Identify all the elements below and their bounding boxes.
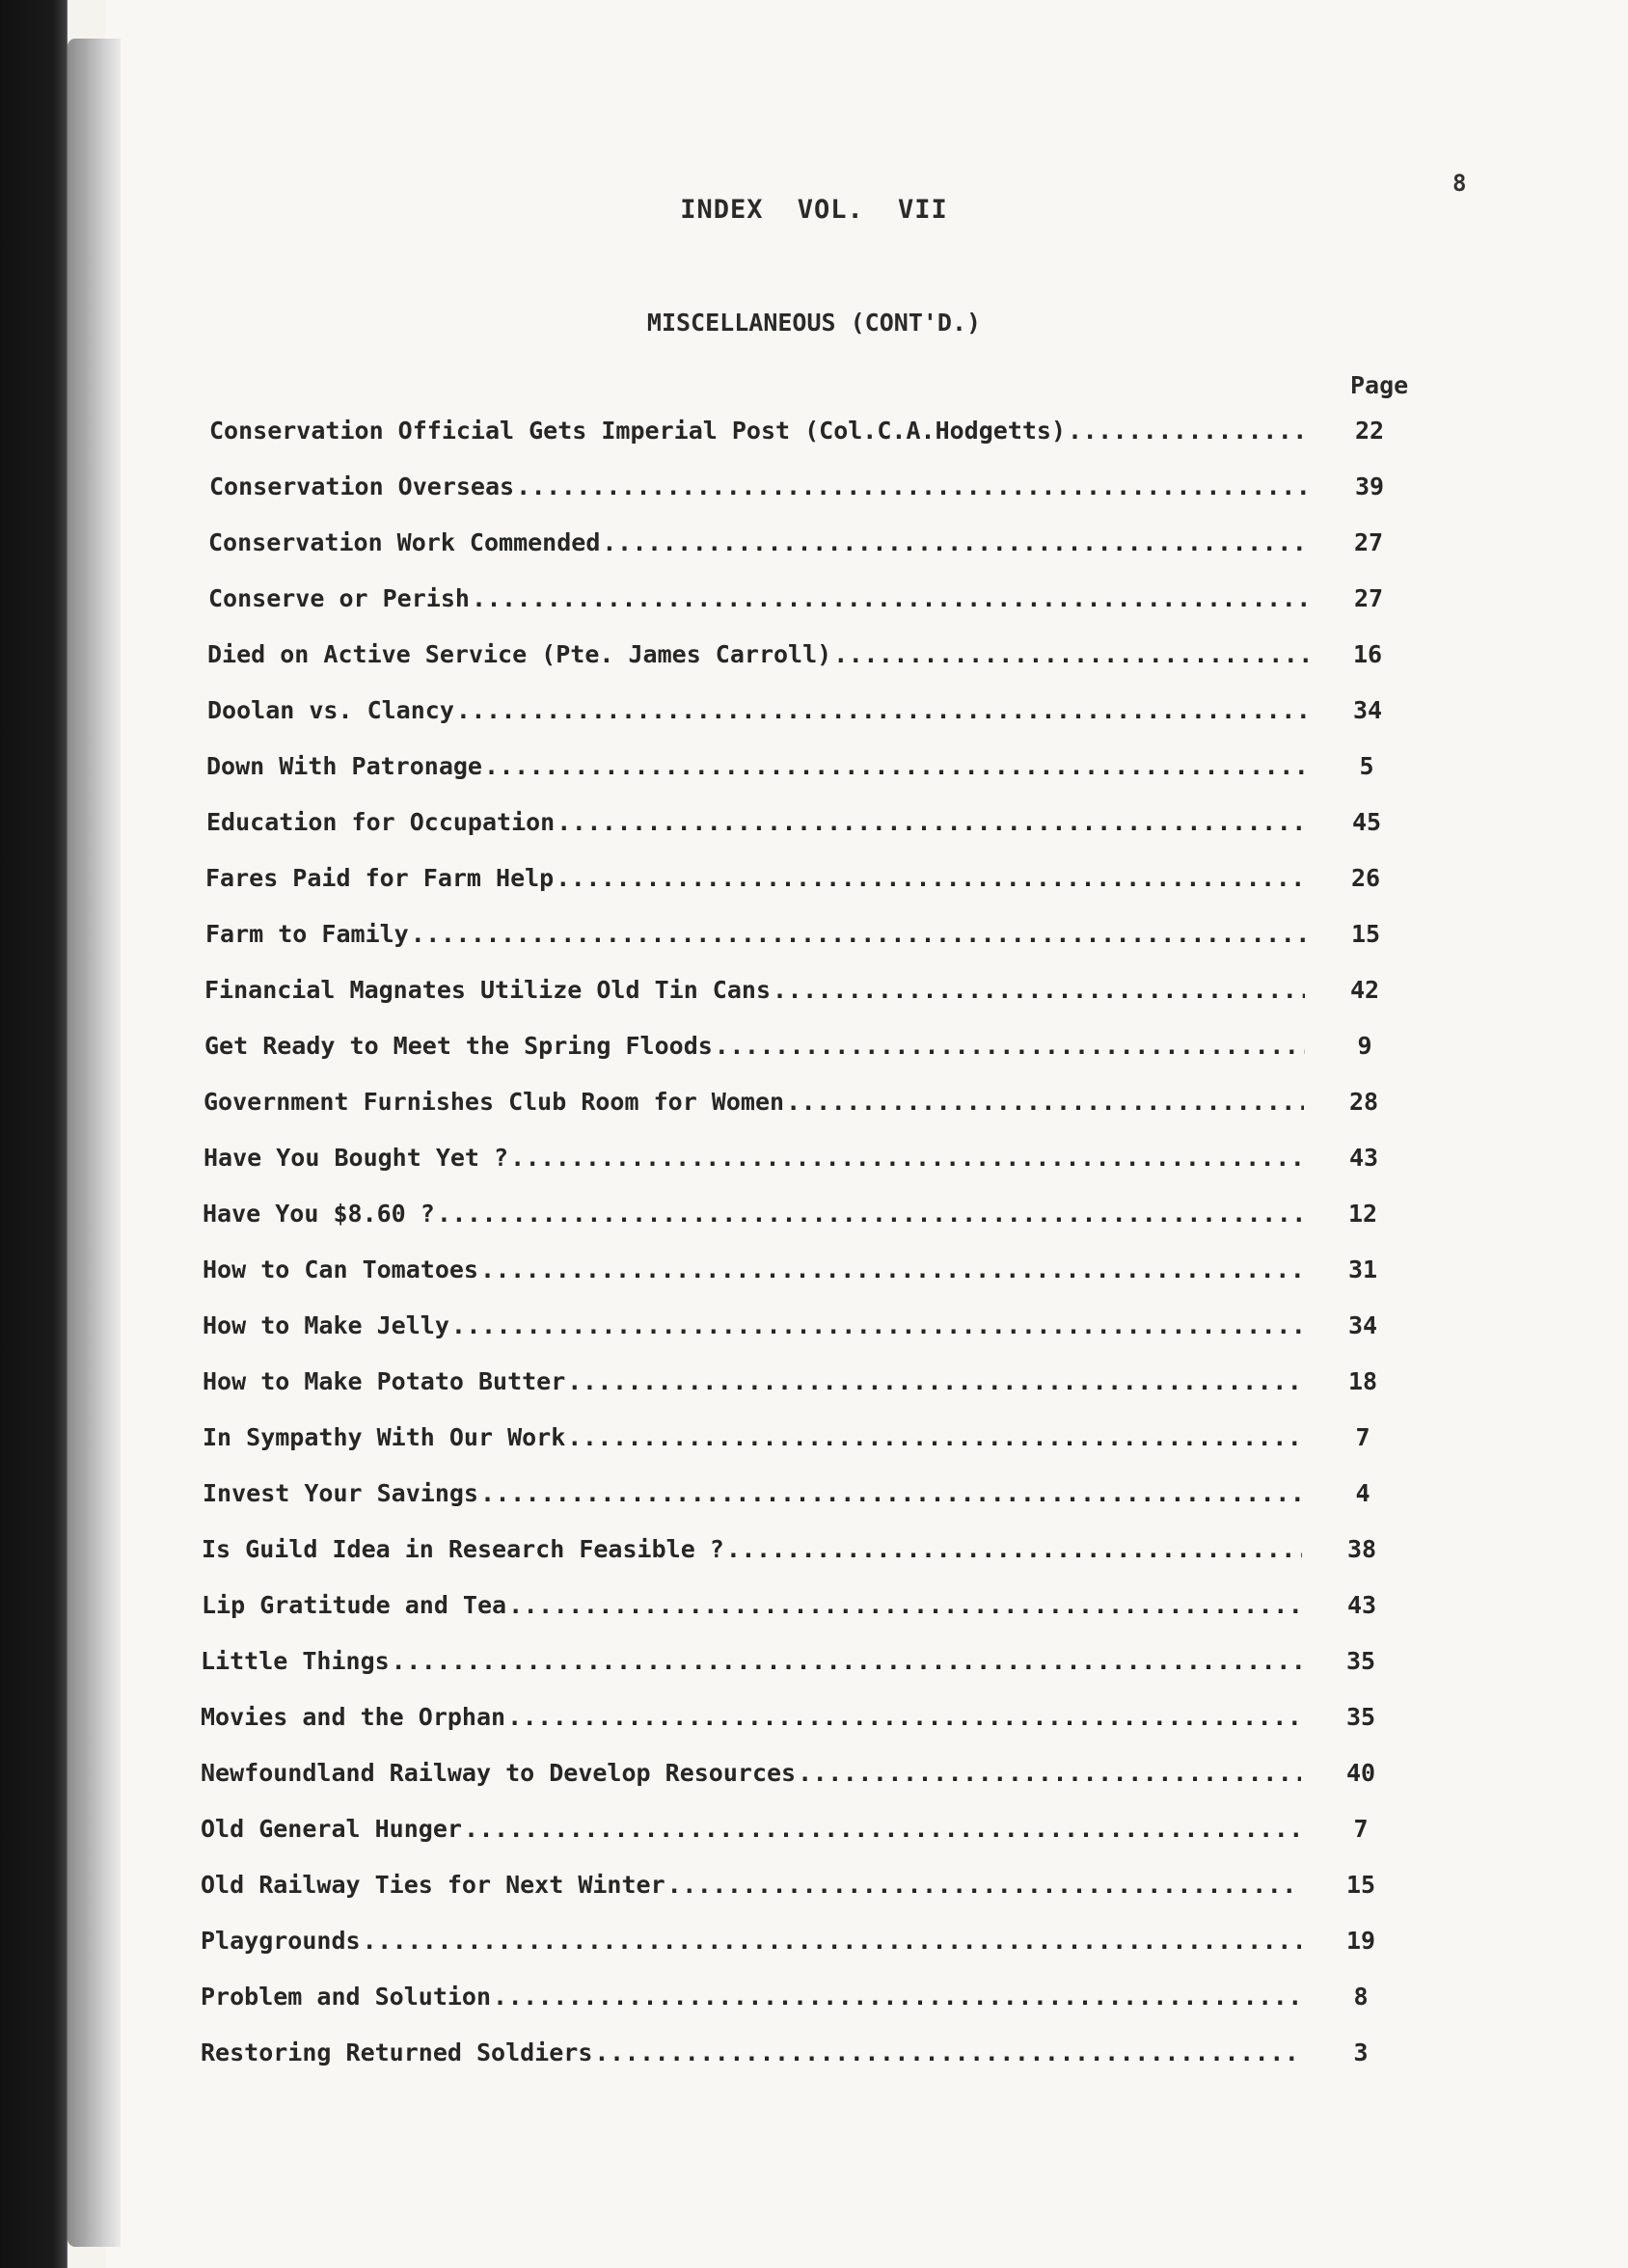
- index-entry: [203, 1367, 1378, 1406]
- index-entry: [201, 1647, 1376, 1686]
- index-entry: [208, 584, 1384, 623]
- index-entry: [209, 417, 1385, 455]
- entry-title: Get Ready to Meet the Spring Floods: [204, 1032, 713, 1060]
- index-entry: [201, 2038, 1369, 2077]
- index-entry: [206, 808, 1382, 847]
- entry-page: 19: [1345, 1927, 1376, 1955]
- index-entry: [207, 696, 1383, 735]
- entry-page: 43: [1346, 1591, 1377, 1619]
- entry-title: Down With Patronage: [206, 752, 482, 780]
- entry-title: Government Furnishes Club Room for Women: [204, 1088, 785, 1116]
- entry-title: Financial Magnates Utilize Old Tin Cans: [204, 976, 771, 1004]
- index-entry: [204, 976, 1380, 1014]
- index-entry: [203, 1479, 1370, 1518]
- entry-page: 39: [1354, 472, 1385, 500]
- entry-title: How to Make Jelly: [203, 1311, 449, 1339]
- dot-leader: [602, 528, 1309, 556]
- dot-leader: [480, 1256, 1303, 1283]
- index-entry: [203, 1200, 1378, 1238]
- section-title: MISCELLANEOUS (CONT'D.): [646, 309, 982, 337]
- dot-leader: [472, 584, 1309, 612]
- dot-leader: [594, 2038, 1301, 2066]
- entry-page: 15: [1350, 920, 1381, 948]
- entry-page: 31: [1347, 1256, 1378, 1283]
- index-entry: [202, 1591, 1377, 1630]
- entry-page: 35: [1345, 1703, 1376, 1731]
- index-entry: [201, 1983, 1369, 2021]
- entry-page: 3: [1353, 2038, 1369, 2066]
- dot-leader: [363, 1927, 1301, 1955]
- index-entry: [204, 1088, 1379, 1126]
- entry-page: 45: [1351, 808, 1382, 836]
- entry-title: Conservation Work Commended: [208, 528, 601, 556]
- index-entry: [201, 1703, 1376, 1742]
- index-entry: [201, 1815, 1369, 1853]
- index-entry: [209, 472, 1385, 511]
- entry-title: In Sympathy With Our Work: [203, 1423, 566, 1451]
- index-title: INDEX VOL. VII: [680, 195, 948, 225]
- entry-title: Is Guild Idea in Research Feasible ?: [202, 1535, 724, 1563]
- dot-leader: [786, 1088, 1304, 1116]
- dot-leader: [556, 808, 1307, 836]
- entry-title: Little Things: [201, 1647, 390, 1675]
- dot-leader: [726, 1535, 1302, 1563]
- dot-leader: [516, 472, 1310, 500]
- index-entry: [202, 1535, 1377, 1574]
- entry-title: Restoring Returned Soldiers: [201, 2038, 593, 2066]
- index-entry: [208, 528, 1384, 567]
- entry-page: 15: [1345, 1871, 1376, 1899]
- index-entry: [201, 1927, 1376, 1965]
- entry-page: 43: [1348, 1144, 1379, 1172]
- index-entry: [201, 1871, 1376, 1909]
- dot-leader: [833, 640, 1308, 668]
- dot-leader: [798, 1759, 1301, 1787]
- dot-leader: [456, 696, 1308, 724]
- index-entry: [204, 1032, 1372, 1070]
- entry-page: 42: [1349, 976, 1380, 1004]
- entry-title: How to Make Potato Butter: [203, 1367, 566, 1395]
- entry-title: Playgrounds: [201, 1927, 361, 1955]
- index-entry: [206, 752, 1374, 791]
- page-binding-shadow: [68, 39, 121, 2247]
- dot-leader: [715, 1032, 1305, 1060]
- entry-title: Invest Your Savings: [203, 1479, 478, 1507]
- entry-page: 34: [1347, 1311, 1378, 1339]
- dot-leader: [464, 1815, 1301, 1843]
- entry-title: Old Railway Ties for Next Winter: [201, 1871, 665, 1899]
- index-entry: [207, 640, 1383, 679]
- dot-leader: [567, 1423, 1303, 1451]
- entry-page: 16: [1352, 640, 1383, 668]
- dot-leader: [567, 1367, 1303, 1395]
- index-entry: [203, 1311, 1378, 1350]
- dot-leader: [507, 1703, 1301, 1731]
- index-entry: [203, 1256, 1378, 1294]
- entry-page: 26: [1350, 864, 1381, 892]
- page-number: 8: [1452, 170, 1467, 197]
- dot-leader: [392, 1647, 1301, 1675]
- dot-leader: [556, 864, 1306, 892]
- entry-title: Conserve or Perish: [208, 584, 470, 612]
- entry-title: Died on Active Service (Pte. James Carroll): [207, 640, 832, 668]
- dot-leader: [437, 1200, 1303, 1228]
- entry-title: How to Can Tomatoes: [203, 1256, 478, 1283]
- entry-page: 40: [1345, 1759, 1376, 1787]
- dot-leader: [510, 1144, 1304, 1172]
- index-entry: [205, 864, 1381, 903]
- entry-page: 35: [1345, 1647, 1376, 1675]
- entry-title: Newfoundland Railway to Develop Resources: [201, 1759, 797, 1787]
- index-entry: [203, 1423, 1370, 1462]
- entry-page: 34: [1352, 696, 1383, 724]
- entry-page: 4: [1355, 1479, 1370, 1507]
- entry-title: Old General Hunger: [201, 1815, 462, 1843]
- dot-leader: [667, 1871, 1301, 1899]
- entry-title: Have You Bought Yet ?: [204, 1144, 509, 1172]
- dot-leader: [493, 1983, 1301, 2011]
- entry-page: 9: [1357, 1032, 1372, 1060]
- entry-title: Problem and Solution: [201, 1983, 492, 2011]
- entry-page: 8: [1353, 1983, 1369, 2011]
- index-entry: [201, 1759, 1376, 1797]
- page-column-header: Page: [1350, 371, 1409, 399]
- dot-leader: [773, 976, 1305, 1004]
- entry-title: Conservation Official Gets Imperial Post (Col.C.A.Hodgetts): [209, 417, 1067, 445]
- entry-page: 27: [1353, 528, 1384, 556]
- dot-leader: [1068, 417, 1310, 445]
- entry-page: 22: [1354, 417, 1385, 445]
- dot-leader: [480, 1479, 1303, 1507]
- entry-page: 27: [1353, 584, 1384, 612]
- entry-page: 38: [1346, 1535, 1377, 1563]
- entry-title: Farm to Family: [205, 920, 409, 948]
- entry-title: Doolan vs. Clancy: [207, 696, 454, 724]
- entry-title: Education for Occupation: [206, 808, 556, 836]
- entry-title: Have You $8.60 ?: [203, 1200, 435, 1228]
- scan-dark-border: [0, 0, 68, 2268]
- entry-page: 7: [1355, 1423, 1370, 1451]
- entry-title: Movies and the Orphan: [201, 1703, 506, 1731]
- dot-leader: [484, 752, 1307, 780]
- index-entry: [205, 920, 1381, 958]
- entry-title: Lip Gratitude and Tea: [202, 1591, 507, 1619]
- entry-page: 18: [1347, 1367, 1378, 1395]
- dot-leader: [451, 1311, 1303, 1339]
- entry-page: 5: [1359, 752, 1374, 780]
- entry-title: Fares Paid for Farm Help: [205, 864, 555, 892]
- entry-page: 12: [1347, 1200, 1378, 1228]
- entry-page: 28: [1348, 1088, 1379, 1116]
- index-entry: [204, 1144, 1379, 1182]
- entry-page: 7: [1353, 1815, 1369, 1843]
- dot-leader: [411, 920, 1306, 948]
- entry-title: Conservation Overseas: [209, 472, 515, 500]
- dot-leader: [508, 1591, 1302, 1619]
